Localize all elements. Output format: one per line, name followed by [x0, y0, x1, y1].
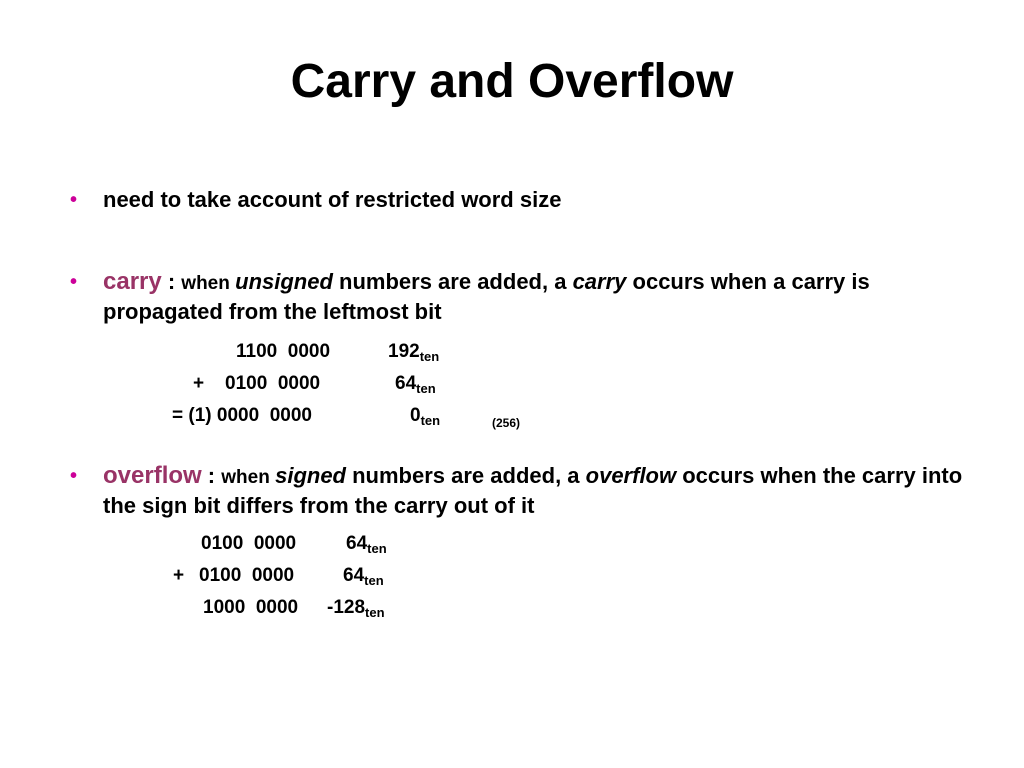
- bullet-text: [103, 268, 973, 326]
- text-mid: numbers are added, a: [332, 269, 573, 294]
- carry-row-2-decimal: $64_{ten}$: [395, 373, 436, 396]
- emphasis-unsigned: unsigned: [235, 269, 333, 294]
- keyword-overflow: overflow: [103, 462, 202, 489]
- emphasis-carry: carry: [572, 269, 627, 294]
- overflow-row-1-decimal: $64_{ten}$: [346, 533, 387, 556]
- text-rest: occurs when a carry is propagated from the leftmost bit: [103, 269, 870, 324]
- text-mid: numbers are added, a: [346, 463, 586, 488]
- emphasis-signed: signed: [275, 463, 346, 488]
- overflow-row-2-decimal: $64_{ten}$: [343, 565, 384, 588]
- overflow-row-2-bits: 0100 0000: [199, 565, 295, 586]
- bullet-dot-icon: •: [70, 271, 78, 293]
- bullet-text: need to take account of restricted word size: [103, 187, 562, 212]
- bullet-dot-icon: •: [70, 189, 78, 211]
- when-word: when: [181, 273, 236, 294]
- overflow-row-2-operator: +: [173, 565, 185, 586]
- bullet-item-overflow: [70, 462, 970, 522]
- when-word: when: [221, 467, 276, 488]
- bullet-item-word-size: [70, 186, 970, 216]
- bullet-dot-icon: •: [70, 465, 78, 487]
- carry-row-2-operator: +: [193, 373, 205, 394]
- carry-row-2-bits: 0100 0000: [225, 373, 321, 394]
- text-rest: occurs when the carry into the sign bit differs from the carry out of it: [103, 463, 963, 518]
- keyword-carry: carry: [103, 268, 162, 295]
- bullet-text: [103, 462, 973, 520]
- carry-row-3-result: = (1) 0000 0000: [172, 405, 312, 426]
- colon: :: [161, 269, 182, 294]
- overflow-row-3-bits: 1000 0000: [203, 597, 299, 618]
- carry-row-1-decimal: $192_{ten}$: [388, 341, 440, 364]
- emphasis-overflow: overflow: [585, 463, 677, 488]
- bullet-item-carry: [70, 268, 970, 328]
- carry-note-256: (256): [492, 416, 521, 430]
- colon: :: [201, 463, 222, 488]
- overflow-row-1-bits: 0100 0000: [201, 533, 297, 554]
- carry-row-3-decimal: $0_{ten}$: [410, 405, 441, 428]
- overflow-row-3-decimal: $-128_{ten}$: [327, 597, 385, 620]
- carry-row-1-bits: 1100 0000: [236, 341, 331, 362]
- slide-title: Carry and Overflow: [290, 55, 734, 108]
